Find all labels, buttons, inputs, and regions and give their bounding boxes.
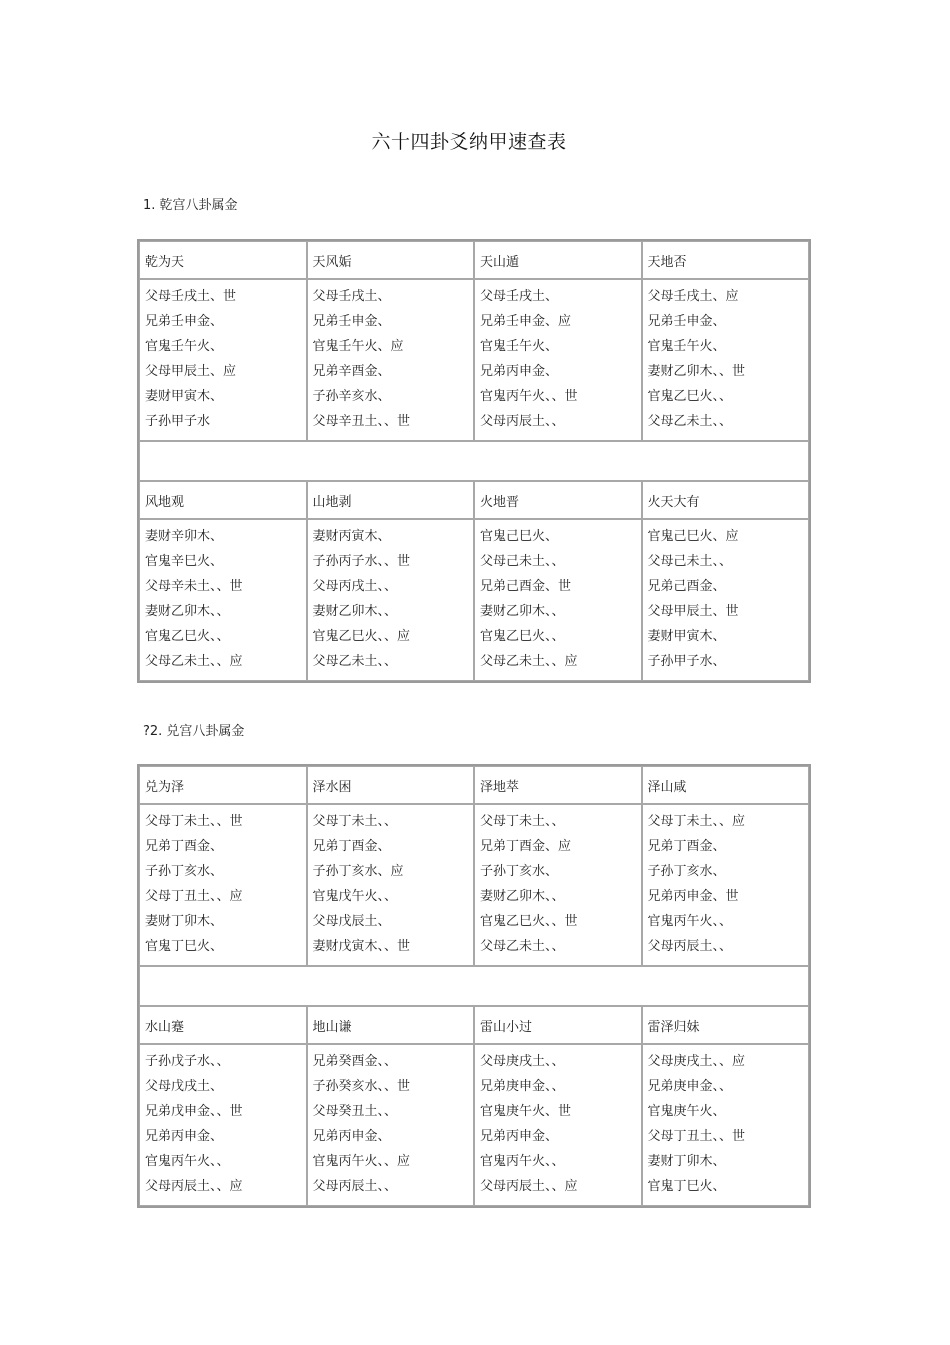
hexagram-lines — [307, 279, 475, 441]
yao-line: 官鬼丙午火、、 — [145, 1154, 230, 1169]
hexagram-lines — [642, 279, 810, 441]
hexagram-lines — [139, 1044, 307, 1206]
yao-line: 父母乙未土、、 — [647, 414, 733, 429]
yao-line: 兄弟壬申金、 — [145, 314, 224, 329]
yao-line: 兄弟辛酉金、 — [312, 364, 391, 379]
yao-line: 父母戊辰土、 — [312, 914, 391, 929]
yao-line: 官鬼壬午火、 — [145, 339, 224, 354]
hexagram-name: 雷山小过 — [474, 1006, 642, 1044]
hexagram-name: 天地否 — [642, 241, 810, 279]
yao-line: 兄弟己酉金、 — [647, 579, 726, 594]
spacer-row — [139, 966, 809, 1006]
yao-line: 官鬼戊午火、、 — [312, 889, 398, 904]
yao-line: 兄弟戊申金、、世 — [145, 1104, 243, 1119]
yao-line: 子孙癸亥水、、世 — [312, 1079, 411, 1094]
yao-line: 子孙丁亥水、应 — [312, 864, 404, 879]
yao-line: 兄弟丁酉金、应 — [480, 839, 572, 854]
yao-line: 父母丁未土、、世 — [145, 814, 243, 829]
yao-line: 官鬼己巳火、 — [480, 529, 559, 544]
yao-line: 父母壬戌土、应 — [647, 289, 739, 304]
yao-line: 父母丙辰土、、应 — [145, 1179, 243, 1194]
yao-line: 父母壬戌土、 — [480, 289, 559, 304]
hexagram-name: 风地观 — [139, 481, 307, 519]
yao-line: 妻财乙卯木、、世 — [647, 364, 746, 379]
yao-line: 官鬼乙巳火、、 — [145, 629, 230, 644]
yao-line: 父母丁丑土、、世 — [647, 1129, 746, 1144]
yao-line: 父母乙未土、、 — [312, 654, 398, 669]
yao-line: 兄弟壬申金、 — [647, 314, 726, 329]
yao-line: 父母丙辰土、、 — [480, 414, 565, 429]
yao-line: 兄弟丁酉金、 — [145, 839, 224, 854]
hexagram-name: 水山蹇 — [139, 1006, 307, 1044]
yao-line: 妻财丁卯木、 — [647, 1154, 726, 1169]
hexagram-lines — [642, 804, 810, 966]
yao-line: 官鬼庚午火、世 — [480, 1104, 572, 1119]
hexagram-lines — [474, 1044, 642, 1206]
yao-line: 父母甲辰土、应 — [145, 364, 237, 379]
yao-line: 父母乙未土、、 — [480, 939, 565, 954]
hexagram-lines — [307, 519, 475, 681]
yao-line: 官鬼丁巳火、 — [145, 939, 224, 954]
hexagram-lines — [474, 804, 642, 966]
yao-line: 官鬼丁巳火、 — [647, 1179, 726, 1194]
yao-line: 子孙丙子水、、世 — [312, 554, 411, 569]
yao-line: 官鬼乙巳火、、 — [647, 389, 733, 404]
hexagram-lines — [474, 519, 642, 681]
yao-line: 子孙丁亥水、 — [480, 864, 559, 879]
hexagram-name: 泽地萃 — [474, 766, 642, 804]
hexagram-lines — [307, 804, 475, 966]
yao-line: 子孙甲子水、 — [647, 654, 726, 669]
hexagram-table — [137, 239, 811, 683]
yao-line: 妻财丁卯木、 — [145, 914, 224, 929]
yao-line: 父母丙辰土、、应 — [480, 1179, 578, 1194]
yao-line: 兄弟丙申金、 — [480, 1129, 559, 1144]
yao-line: 兄弟丁酉金、 — [312, 839, 391, 854]
yao-line: 官鬼丙午火、、世 — [480, 389, 578, 404]
yao-line: 官鬼丙午火、、应 — [312, 1154, 411, 1169]
spacer-row — [139, 441, 809, 481]
hexagram-lines — [474, 279, 642, 441]
yao-line: 兄弟己酉金、世 — [480, 579, 572, 594]
yao-line: 兄弟壬申金、 — [312, 314, 391, 329]
yao-line: 父母甲辰土、世 — [647, 604, 739, 619]
yao-line: 父母丁丑土、、应 — [145, 889, 243, 904]
yao-line: 兄弟丙申金、世 — [647, 889, 739, 904]
hexagram-lines — [642, 1044, 810, 1206]
hexagram-name: 山地剥 — [307, 481, 475, 519]
yao-line: 子孙丁亥水、 — [647, 864, 726, 879]
yao-line: 父母癸丑土、、 — [312, 1104, 398, 1119]
hexagram-lines — [642, 519, 810, 681]
yao-line: 子孙辛亥水、 — [312, 389, 391, 404]
yao-line: 父母丁未土、、 — [312, 814, 398, 829]
hexagram-name: 火地晋 — [474, 481, 642, 519]
yao-line: 父母庚戌土、、应 — [647, 1054, 746, 1069]
hexagram-name: 乾为天 — [139, 241, 307, 279]
hexagram-name: 泽山咸 — [642, 766, 810, 804]
yao-line: 官鬼乙巳火、、应 — [312, 629, 411, 644]
hexagram-table — [137, 764, 811, 1208]
yao-line: 兄弟丙申金、 — [480, 364, 559, 379]
yao-line: 父母丙辰土、、 — [312, 1179, 398, 1194]
yao-line: 父母己未土、、 — [647, 554, 733, 569]
yao-line: 官鬼己巳火、应 — [647, 529, 739, 544]
yao-line: 兄弟癸酉金、、 — [312, 1054, 398, 1069]
yao-line: 妻财乙卯木、、 — [480, 604, 565, 619]
yao-line: 子孙丁亥水、 — [145, 864, 224, 879]
hexagram-name: 火天大有 — [642, 481, 810, 519]
yao-line: 官鬼乙巳火、、世 — [480, 914, 578, 929]
yao-line: 父母乙未土、、应 — [480, 654, 578, 669]
yao-line: 父母辛未土、、世 — [145, 579, 243, 594]
yao-line: 子孙甲子水 — [145, 414, 211, 429]
hexagram-name: 雷泽归妹 — [642, 1006, 810, 1044]
yao-line: 官鬼壬午火、 — [480, 339, 559, 354]
hexagram-lines — [139, 519, 307, 681]
yao-line: 父母丙辰土、、 — [647, 939, 733, 954]
hexagram-name: 泽水困 — [307, 766, 475, 804]
yao-line: 父母辛丑土、、世 — [312, 414, 411, 429]
yao-line: 兄弟丙申金、 — [145, 1129, 224, 1144]
yao-line: 子孙戊子水、、 — [145, 1054, 230, 1069]
hexagram-lines — [139, 804, 307, 966]
section-heading: ?2. 兑宫八卦属金 — [143, 724, 245, 739]
yao-line: 妻财甲寅木、 — [647, 629, 726, 644]
yao-line: 妻财戊寅木、、世 — [312, 939, 411, 954]
yao-line: 父母丁未土、、应 — [647, 814, 746, 829]
yao-line: 父母壬戌土、世 — [145, 289, 237, 304]
yao-line: 官鬼壬午火、 — [647, 339, 726, 354]
yao-line: 父母丙戌土、、 — [312, 579, 398, 594]
yao-line: 兄弟丙申金、 — [312, 1129, 391, 1144]
yao-line: 官鬼乙巳火、、 — [480, 629, 565, 644]
yao-line: 妻财乙卯木、、 — [480, 889, 565, 904]
hexagram-lines — [307, 1044, 475, 1206]
yao-line: 官鬼壬午火、应 — [312, 339, 404, 354]
yao-line: 妻财乙卯木、、 — [312, 604, 398, 619]
yao-line: 兄弟丁酉金、 — [647, 839, 726, 854]
yao-line: 父母乙未土、、应 — [145, 654, 243, 669]
yao-line: 官鬼辛巳火、 — [145, 554, 224, 569]
yao-line: 兄弟庚申金、、 — [647, 1079, 733, 1094]
yao-line: 父母庚戌土、、 — [480, 1054, 565, 1069]
yao-line: 父母戊戌土、 — [145, 1079, 224, 1094]
hexagram-name: 兑为泽 — [139, 766, 307, 804]
yao-line: 父母丁未土、、 — [480, 814, 565, 829]
yao-line: 妻财辛卯木、 — [145, 529, 224, 544]
page-title: 六十四卦爻纳甲速查表 — [371, 131, 567, 153]
yao-line: 官鬼庚午火、 — [647, 1104, 726, 1119]
hexagram-lines — [139, 279, 307, 441]
yao-line: 兄弟壬申金、应 — [480, 314, 572, 329]
yao-line: 父母壬戌土、 — [312, 289, 391, 304]
hexagram-name: 天山遁 — [474, 241, 642, 279]
yao-line: 官鬼丙午火、、 — [480, 1154, 565, 1169]
hexagram-name: 地山谦 — [307, 1006, 475, 1044]
yao-line: 妻财乙卯木、、 — [145, 604, 230, 619]
hexagram-name: 天风姤 — [307, 241, 475, 279]
yao-line: 妻财丙寅木、 — [312, 529, 391, 544]
yao-line: 官鬼丙午火、、 — [647, 914, 733, 929]
section-heading: 1. 乾宫八卦属金 — [143, 198, 238, 213]
yao-line: 父母己未土、、 — [480, 554, 565, 569]
yao-line: 兄弟庚申金、、 — [480, 1079, 565, 1094]
yao-line: 妻财甲寅木、 — [145, 389, 224, 404]
